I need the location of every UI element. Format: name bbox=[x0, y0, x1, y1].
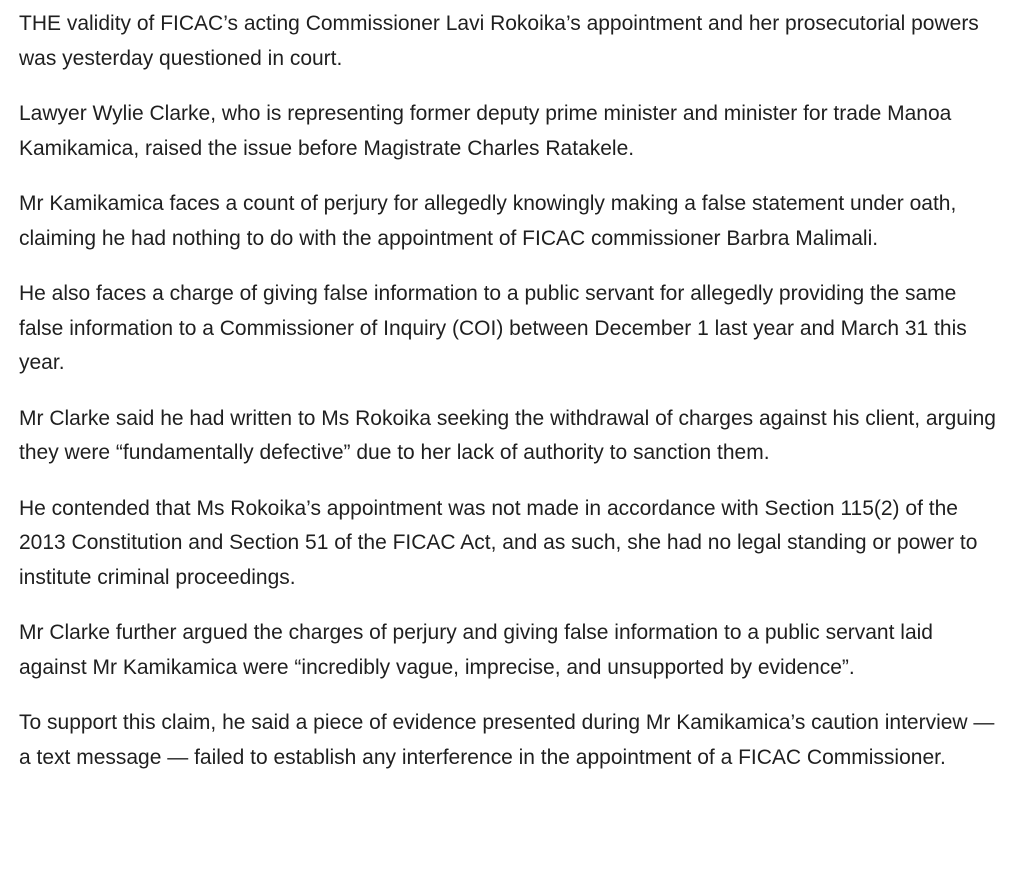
paragraph-2: Lawyer Wylie Clarke, who is representing former deputy prime minister and minister for trade Manoa Kamikamica, raised the issue before Magistrate Charles Ratakele. bbox=[19, 102, 952, 160]
paragraph-5: Mr Clarke said he had written to Ms Rokoika seeking the withdrawal of charges against his client, arguing they were “fundamentally defective” due to her lack of authority to sanction them. bbox=[19, 406, 996, 464]
article-body bbox=[19, 7, 1004, 796]
paragraph-1: THE validity of FICAC’s acting Commissioner Lavi Rokoika’s appointment and her prosecutorial powers was yesterday questioned in court. bbox=[19, 12, 979, 70]
paragraph-8: To support this claim, he said a piece of evidence presented during Mr Kamikamica’s caution interview — a text message — failed to establish any interference in the appointment of a FICAC Commissioner. bbox=[19, 711, 995, 769]
paragraph-4: He also faces a charge of giving false information to a public servant for allegedly providing the same false information to a Commissioner of Inquiry (COI) between December 1 last year and March 31 this year. bbox=[19, 282, 967, 374]
paragraph-6: He contended that Ms Rokoika’s appointment was not made in accordance with Section 115(2) of the 2013 Constitution and Section 51 of the FICAC Act, and as such, she had no legal standing or power to institute criminal proceedings. bbox=[19, 496, 978, 589]
paragraph-3: Mr Kamikamica faces a count of perjury for allegedly knowingly making a false statement under oath, claiming he had nothing to do with the appointment of FICAC commissioner Barbra Malimali. bbox=[19, 192, 957, 250]
paragraph-7: Mr Clarke further argued the charges of perjury and giving false information to a public servant laid against Mr Kamikamica were “incredibly vague, imprecise, and unsupported by evidence”. bbox=[19, 621, 933, 679]
